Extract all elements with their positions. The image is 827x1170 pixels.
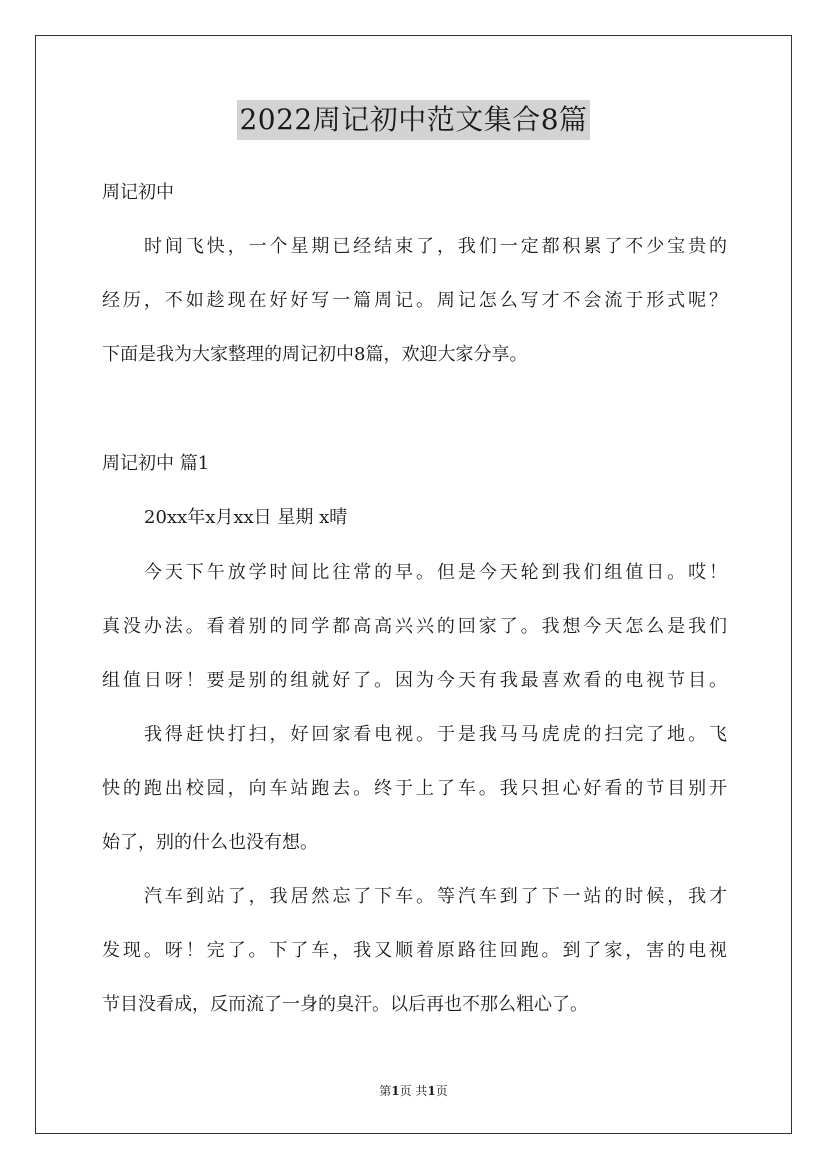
date-line: 20xx年x月xx日 星期 x晴 <box>144 507 348 528</box>
footer-prefix: 第 <box>379 1084 392 1098</box>
footer-page-number: 1 <box>391 1084 400 1098</box>
paragraph-line: 真没办法。看着别的同学都高高兴兴的回家了。我想今天怎么是我们 <box>102 616 727 637</box>
paragraph-line: 节目没看成，反而流了一身的臭汗。以后再也不那么粗心了。 <box>102 994 588 1015</box>
footer-suffix: 页 <box>435 1084 448 1098</box>
title-container <box>0 100 827 140</box>
paragraph-line: 组值日呀！要是别的组就好了。因为今天有我最喜欢看的电视节目。 <box>102 670 727 691</box>
paragraph-line: 我得赶快打扫，好回家看电视。于是我马马虎虎的扫完了地。飞 <box>144 724 727 745</box>
paragraph-line: 始了，别的什么也没有想。 <box>102 832 318 853</box>
footer-mid: 页 共 <box>399 1084 428 1098</box>
paragraph-line: 经历，不如趁现在好好写一篇周记。周记怎么写才不会流于形式呢？ <box>102 290 727 311</box>
footer-total-pages: 1 <box>427 1084 436 1098</box>
paragraph-line: 时间飞快，一个星期已经结束了，我们一定都积累了不少宝贵的 <box>144 236 727 257</box>
paragraph-line: 下面是我为大家整理的周记初中8篇，欢迎大家分享。 <box>102 344 528 365</box>
paragraph-line: 汽车到站了，我居然忘了下车。等汽车到了下一站的时候，我才 <box>144 886 727 907</box>
paragraph-line: 今天下午放学时间比往常的早。但是今天轮到我们组值日。哎！ <box>144 562 727 583</box>
paragraph-line: 快的跑出校园，向车站跑去。终于上了车。我只担心好看的节目别开 <box>102 778 727 799</box>
document-title: 2022周记初中范文集合8篇 <box>237 100 589 140</box>
section-heading: 周记初中 篇1 <box>102 453 210 474</box>
section-heading: 周记初中 <box>102 182 174 203</box>
paragraph-line: 发现。呀！完了。下了车，我又顺着原路往回跑。到了家，害的电视 <box>102 940 727 961</box>
page-footer <box>0 1083 827 1099</box>
